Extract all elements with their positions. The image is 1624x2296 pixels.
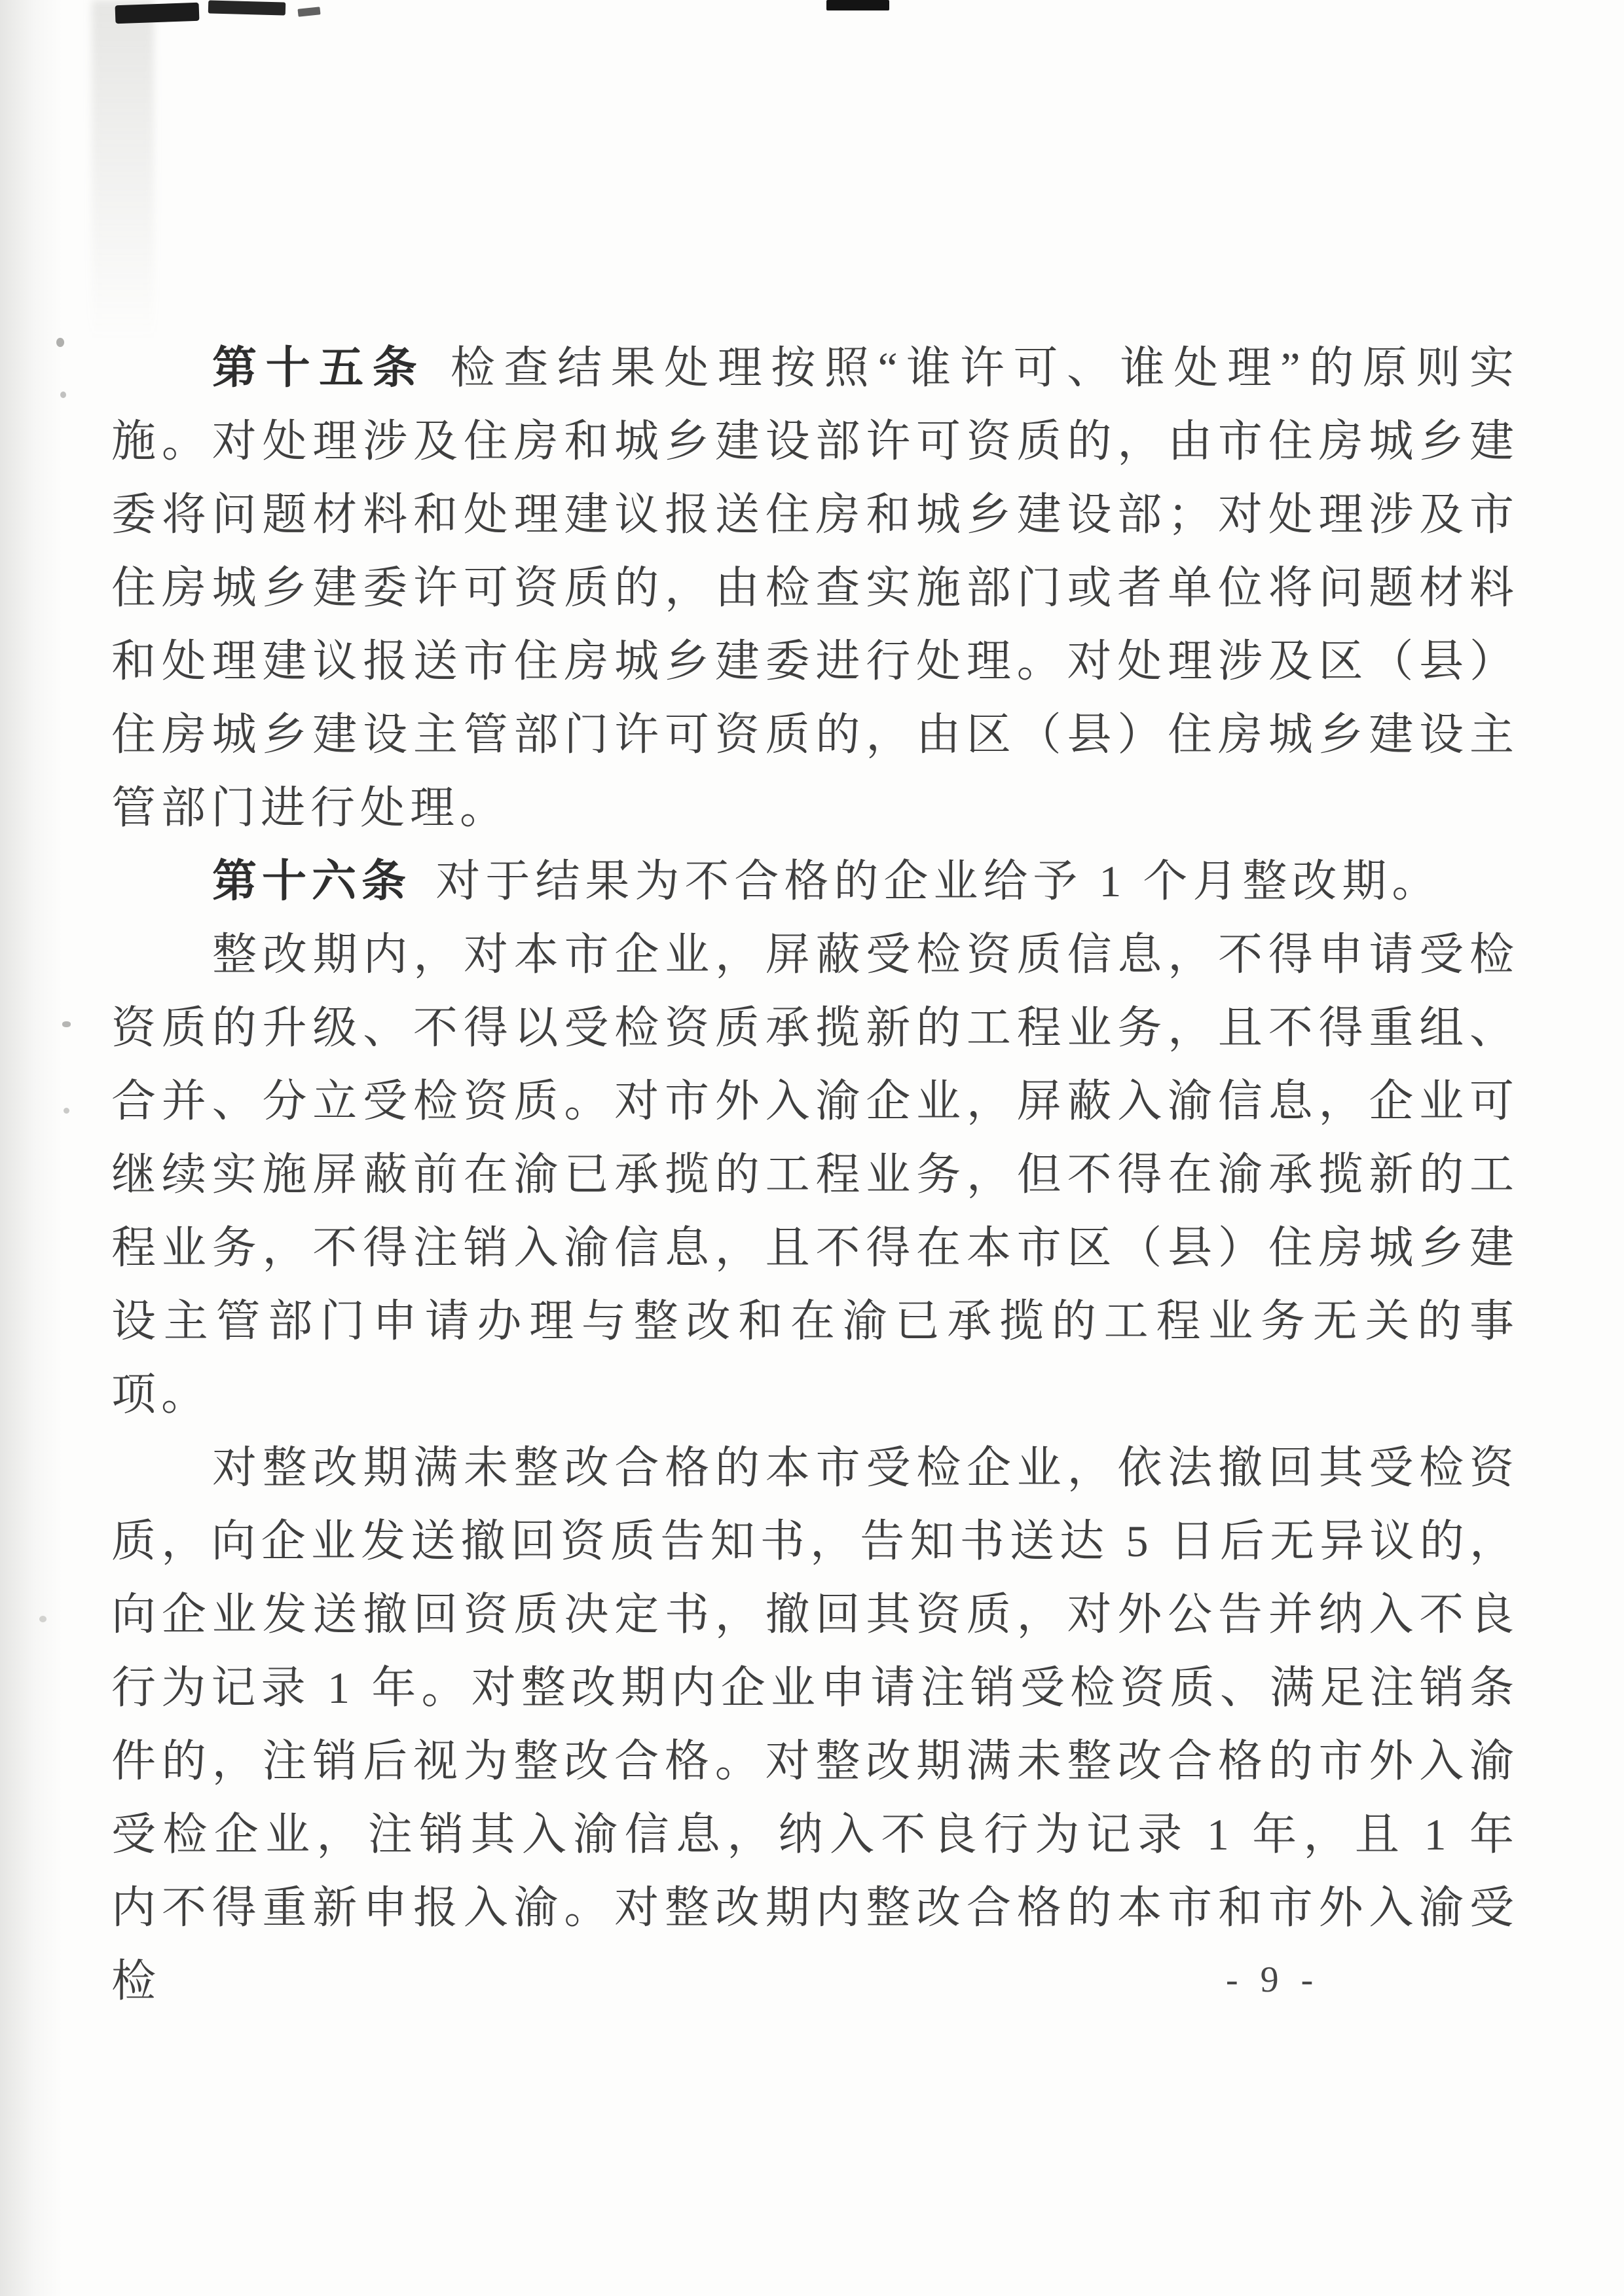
scan-speck [39, 1616, 46, 1622]
article-15-heading: 第十五条 [212, 343, 426, 393]
scan-speck [60, 392, 66, 398]
document-body [111, 331, 1519, 2018]
rectification-period-paragraph [111, 918, 1519, 1431]
scan-speck [64, 1108, 69, 1114]
scan-artifact [208, 0, 286, 15]
scan-artifact [826, 0, 889, 10]
page-number: - 9 - [1226, 1959, 1320, 2000]
rectification-failure-text: 对整改期满未整改合格的本市受检企业，依法撤回其受检资质，向企业发送撤回资质告知书，告知书送达 5 日后无异议的，向企业发送撤回资质决定书，撤回其资质，对外公告并纳入不良行为记录 1 年。对整改期内企业申请注销受检资质、满足注销条件的，注销后视为整改合格。对整改期满未整改合格的市外入渝受检企业，注销其入渝信息，纳入不良行为记录 1 年，且 1 年内不得重新申报入渝。对整改期内整改合格的本市和市外入渝受检 [111, 1443, 1519, 2006]
scan-speck [62, 1021, 71, 1027]
article-16-heading: 第十六条 [212, 856, 412, 906]
article-16-paragraph [111, 845, 1519, 918]
article-15-paragraph [111, 331, 1519, 845]
scanner-edge-shadow [0, 0, 62, 2296]
article-15-text: 检查结果处理按照“谁许可、谁处理”的原则实施。对处理涉及住房和城乡建设部许可资质的，由市住房城乡建委将问题材料和处理建议报送住房和城乡建设部；对处理涉及市住房城乡建委许可资质的，由检查实施部门或者单位将问题材料和处理建议报送市住房城乡建委进行处理。对处理涉及区（县）住房城乡建设主管部门许可资质的，由区（县）住房城乡建设主管部门进行处理。 [111, 343, 1519, 833]
scan-smudge [92, 0, 154, 340]
scan-speck [56, 338, 64, 347]
rectification-failure-paragraph [111, 1431, 1519, 2018]
rectification-period-text: 整改期内，对本市企业，屏蔽受检资质信息，不得申请受检资质的升级、不得以受检资质承揽新的工程业务，且不得重组、合并、分立受检资质。对市外入渝企业，屏蔽入渝信息，企业可继续实施屏蔽前在渝已承揽的工程业务，但不得在渝承揽新的工程业务，不得注销入渝信息，且不得在本市区（县）住房城乡建设主管部门申请办理与整改和在渝已承揽的工程业务无关的事项。 [111, 930, 1519, 1419]
article-16-text: 对于结果为不合格的企业给予 1 个月整改期。 [435, 856, 1442, 906]
scan-artifact [297, 7, 320, 16]
scan-artifact [115, 3, 200, 24]
